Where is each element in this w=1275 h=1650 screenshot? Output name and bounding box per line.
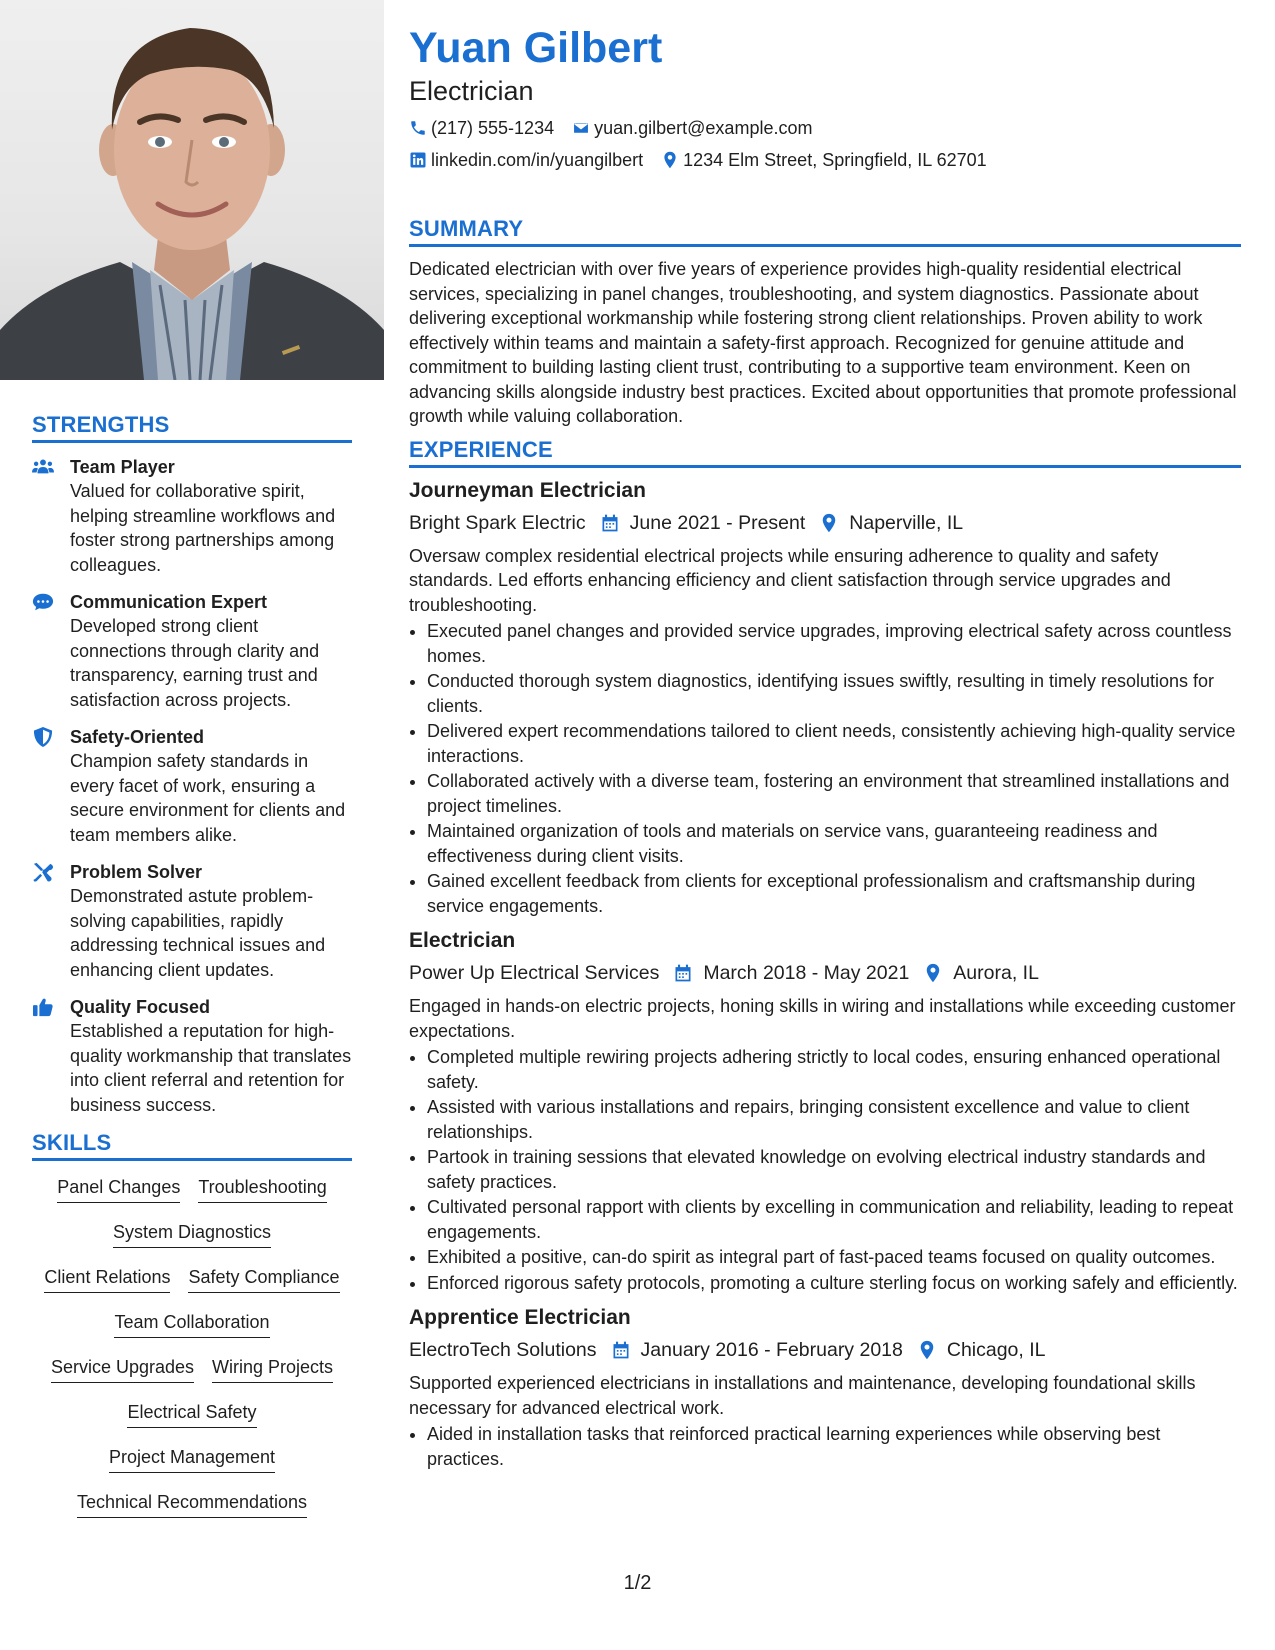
strength-title: Safety-Oriented: [70, 727, 205, 747]
map-pin-icon: [923, 963, 943, 983]
job-meta: [409, 960, 1241, 986]
strength-item: [32, 590, 352, 712]
strength-title: Communication Expert: [70, 592, 268, 612]
job-bullet: • Collaborated actively with a diverse team, fostering an environment that streamlined installations and project timelines.: [427, 769, 1241, 818]
job-description: Engaged in hands-on electric projects, honing skills in wiring and installations while exceeding customer expectations.: [409, 996, 1236, 1041]
email-text: yuan.gilbert@example.com: [594, 118, 813, 138]
job-company: ElectroTech Solutions: [409, 1339, 597, 1361]
map-pin-icon: [819, 513, 839, 533]
strength-desc: Champion safety standards in every facet of work, ensuring a secure environment for clients and team members alike.: [70, 751, 346, 845]
job-bullet: • Cultivated personal rapport with clients by excelling in communication and reliability, leading to repeat engagements.: [427, 1195, 1241, 1244]
job-title: Electrician: [409, 929, 516, 952]
page-number: 1/2: [623, 1572, 652, 1594]
skill-tag: Wiring Projects: [212, 1351, 333, 1383]
job-location: Chicago, IL: [946, 1339, 1046, 1361]
calendar-icon: [600, 513, 620, 533]
strength-item: [32, 725, 352, 847]
users-icon: [32, 455, 70, 577]
summary-text: Dedicated electrician with over five years of experience provides high-quality residential electrical services, specializing in panel changes, troubleshooting, and system diagnostics. Passionate about delivering exceptional workmanship while fostering strong client relationships. Proven ability to work effectively within teams and maintain a safety-first approach. Recognized for genuine attitude and commitment to building lasting client trust, contributing to a supportive team environment. Keen on advancing skills alongside industry best practices. Excited about opportunities that promote professional growth while valuing collaboration.: [409, 259, 1237, 426]
strength-item: [32, 455, 352, 577]
linkedin-icon: [409, 151, 427, 169]
job-description: Supported experienced electricians in installations and maintenance, developing foundational skills necessary for advanced electrical work.: [409, 1373, 1196, 1418]
job-bullet: • Assisted with various installations and repairs, bringing consistent excellence and value to client relationships.: [427, 1095, 1241, 1144]
map-pin-icon: [661, 151, 679, 169]
calendar-icon: [611, 1340, 631, 1360]
job-dates: January 2016 - February 2018: [640, 1339, 903, 1361]
strength-desc: Developed strong client connections through clarity and transparency, earning trust and satisfaction across projects.: [70, 616, 320, 710]
shield-icon: [32, 725, 70, 847]
job-entry: [409, 478, 1241, 919]
job-bullet: • Exhibited a positive, can-do spirit as integral part of fast-paced teams focused on quality outcomes.: [427, 1245, 1241, 1270]
skill-tag: System Diagnostics: [113, 1216, 271, 1248]
envelope-icon: [572, 119, 590, 137]
job-bullet: • Delivered expert recommendations tailored to client needs, consistently achieving high-quality service interactions.: [427, 719, 1241, 768]
contact-phone[interactable]: [409, 112, 554, 144]
job-bullet: • Enforced rigorous safety protocols, promoting a culture sterling focus on working safely and efficiently.: [427, 1271, 1241, 1296]
strength-title: Quality Focused: [70, 997, 211, 1017]
contact-row: [409, 112, 1241, 144]
strength-title: Team Player: [70, 457, 175, 477]
job-bullets: [409, 1422, 1241, 1471]
job-bullet: • Partook in training sessions that elevated knowledge on evolving electrical industry standards and safety practices.: [427, 1145, 1241, 1194]
strength-desc: Established a reputation for high-quality workmanship that translates into client referral and retention for business success.: [70, 1021, 352, 1115]
strength-desc: Demonstrated astute problem-solving capabilities, rapidly addressing technical issues and enhancing client updates.: [70, 886, 326, 980]
strength-desc: Valued for collaborative spirit, helping streamline workflows and foster strong partnerships among colleagues.: [70, 481, 336, 575]
skills-heading: SKILLS: [32, 1130, 352, 1161]
right-column: [409, 22, 1241, 1475]
address-text: 1234 Elm Street, Springfield, IL 62701: [683, 150, 987, 170]
job-meta: [409, 1337, 1241, 1363]
linkedin-text: linkedin.com/in/yuangilbert: [431, 150, 644, 170]
map-pin-icon: [917, 1340, 937, 1360]
job-bullets: [409, 1045, 1241, 1295]
left-column: [32, 412, 352, 1531]
job-meta: [409, 510, 1241, 536]
job-location: Naperville, IL: [849, 511, 964, 534]
strength-item: [32, 995, 352, 1117]
skill-tag: Technical Recommendations: [77, 1486, 307, 1518]
phone-icon: [409, 119, 427, 137]
job-title: Apprentice Electrician: [409, 1306, 631, 1329]
profile-photo: [0, 0, 384, 380]
strength-item: [32, 860, 352, 982]
job-dates: June 2021 - Present: [629, 511, 806, 534]
job-entry: [409, 1305, 1241, 1471]
experience-heading: EXPERIENCE: [409, 437, 1241, 468]
skill-tag: Team Collaboration: [114, 1306, 269, 1338]
job-bullet: • Executed panel changes and provided service upgrades, improving electrical safety across countless homes.: [427, 619, 1241, 668]
job-dates: March 2018 - May 2021: [703, 962, 910, 984]
job-bullets: [409, 619, 1241, 918]
job-company: Power Up Electrical Services: [409, 962, 660, 984]
contact-linkedin[interactable]: [409, 144, 643, 176]
calendar-icon: [673, 963, 693, 983]
strength-title: Problem Solver: [70, 862, 203, 882]
skill-tag: Electrical Safety: [127, 1396, 256, 1428]
chat-icon: [32, 590, 70, 712]
candidate-name: Yuan Gilbert: [409, 24, 663, 72]
skill-tag: Safety Compliance: [188, 1261, 339, 1293]
job-description: Oversaw complex residential electrical projects while ensuring adherence to quality and safety standards. Led efforts enhancing efficiency and client satisfaction through service upgrades and troubleshooting.: [409, 545, 1171, 615]
tools-icon: [32, 860, 70, 982]
job-bullet: • Completed multiple rewiring projects adhering strictly to local codes, ensuring enhanced operational safety.: [427, 1045, 1241, 1094]
thumbs-up-icon: [32, 995, 70, 1117]
skill-tag: Troubleshooting: [198, 1171, 326, 1203]
summary-heading: SUMMARY: [409, 216, 1241, 247]
skill-tag: Service Upgrades: [51, 1351, 194, 1383]
skill-tag: Client Relations: [44, 1261, 170, 1293]
job-bullet: • Maintained organization of tools and materials on service vans, guaranteeing readiness and effectiveness during client visits.: [427, 819, 1241, 868]
job-company: Bright Spark Electric: [409, 511, 586, 534]
job-bullet: • Conducted thorough system diagnostics, identifying issues swiftly, resulting in timely resolutions for clients.: [427, 669, 1241, 718]
strengths-list: [32, 455, 352, 1117]
candidate-role: Electrician: [409, 76, 534, 106]
job-title: Journeyman Electrician: [409, 478, 646, 502]
skill-tag: Panel Changes: [57, 1171, 180, 1203]
job-bullet: • Aided in installation tasks that reinforced practical learning experiences while observing best practices.: [427, 1422, 1241, 1471]
job-location: Aurora, IL: [953, 962, 1039, 984]
skills-list: [32, 1171, 352, 1531]
contact-row: [409, 144, 1241, 176]
contact-email[interactable]: [572, 112, 812, 144]
skill-tag: Project Management: [109, 1441, 275, 1473]
phone-text: (217) 555-1234: [431, 118, 555, 138]
strengths-heading: STRENGTHS: [32, 412, 352, 443]
contact-address: [661, 144, 987, 176]
job-entry: [409, 928, 1241, 1295]
job-bullet: • Gained excellent feedback from clients for exceptional professionalism and craftsmanship during service engagements.: [427, 869, 1241, 918]
